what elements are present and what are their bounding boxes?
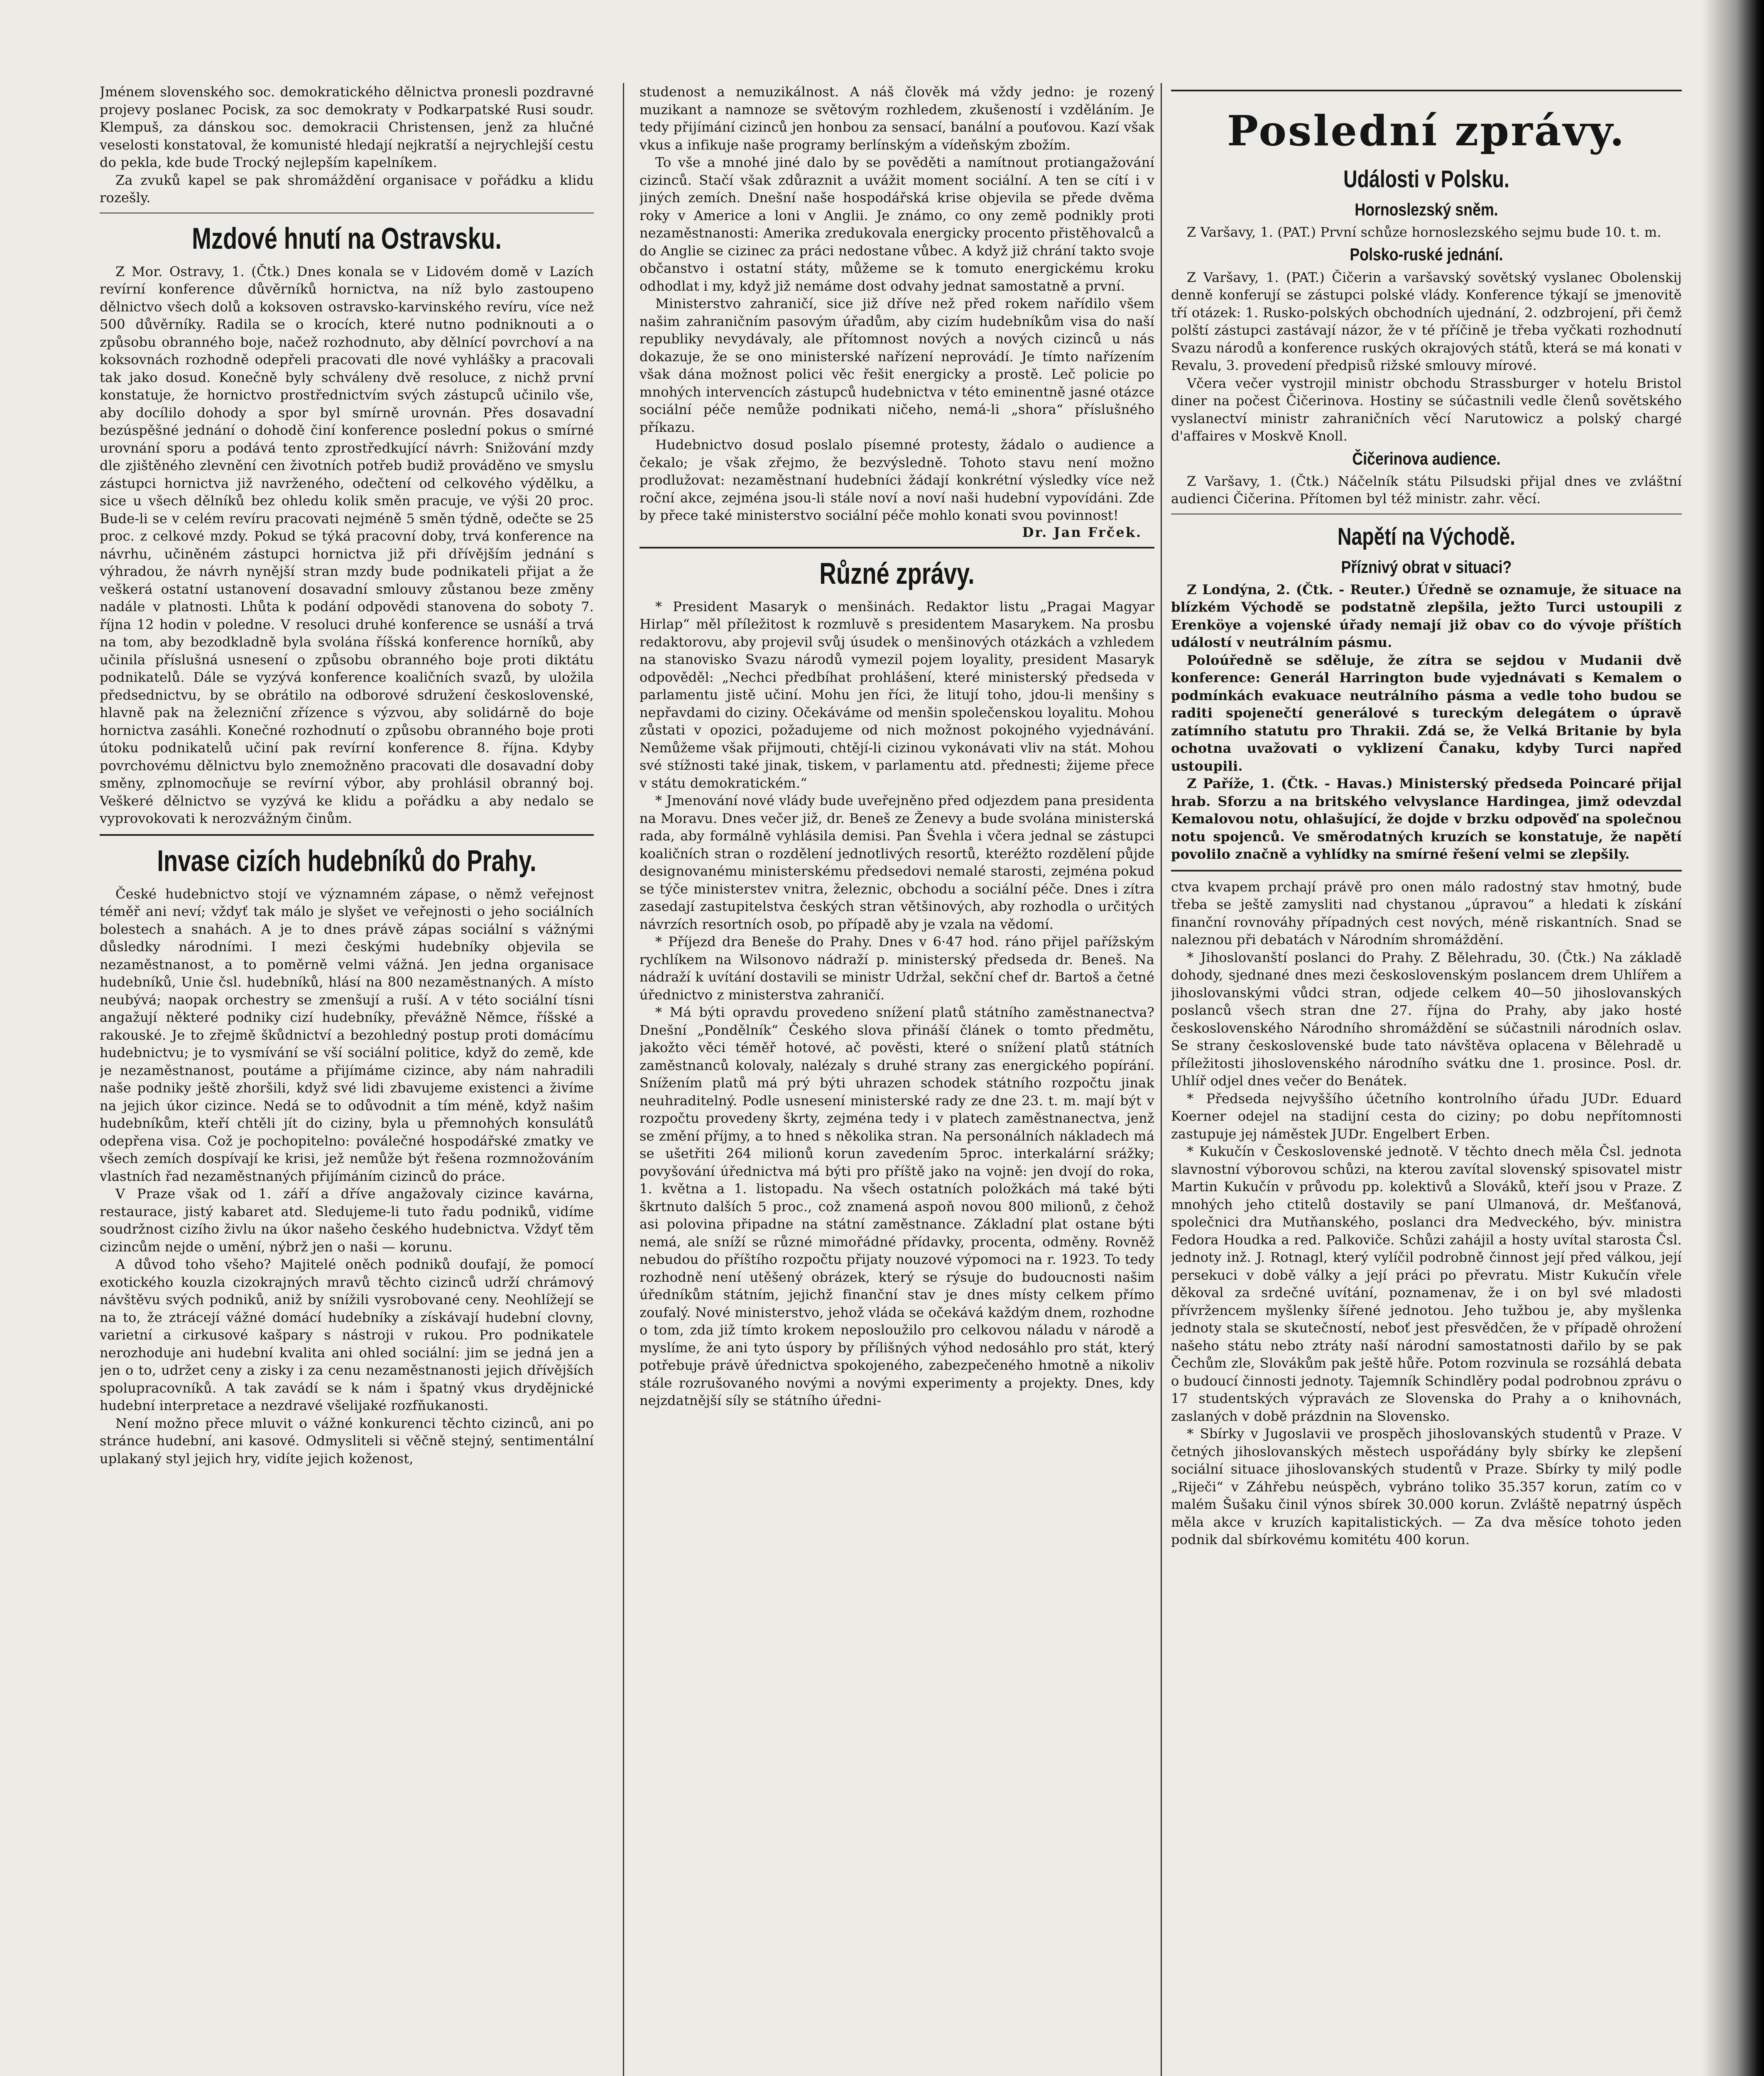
page-edge-shadow [1702, 0, 1764, 2076]
author-signature: Dr. Jan Frček. [1022, 524, 1142, 540]
news-sbirky: * Sbírky v Jugoslavii ve prospěch jihoslovanských studentů v Praze. V četných jihoslovanských městech uspořádány byly sbírky ke zlepšení sociální situace jihoslovanských studentů v Praze. Sbírky ty milý podle „Riječi“ v Záhřebu neúspěch, vybráno toliko 35.357 korun, zatím co v malém Šušaku činil výnos sbírek 30.000 korun. Zvláště nepatrný úspěch měla akce v kruzích kapitalistických. — Za dva měsíce tohoto jeden podnik dal sbírkovému komitétu 400 korun. [1171, 1426, 1682, 1548]
news-vlada: * Jmenování nové vlády bude uveřejněno před odjezdem pana presidenta na Moravu. Dnes večer již, dr. Beneš ze Ženevy a bude svolána ministerská rada, aby formálně vyhlásila demisi. Pan Švehla i včera jednal se zástupci koaličních stran o rozdělení jednotlivých resortů, kteréžto rozdělení půjde designovanému ministerskému předsedovi nemalé starosti, zejména pokud se týče ministerstev vnitra, železnic, obchodu a sociální péče. Dnes i zítra zasedají zastupitelstva českých stran většinových, aby rozhodla o určitých návrzích resortních osob, po případě aby je vzala na vědomí. [639, 793, 1154, 932]
news-masaryk: * President Masaryk o menšinách. Redaktor listu „Pragai Magyar Hirlap“ měl příležitost k rozmluvě s presidentem Masarykem. Na prosbu redaktorovu, aby projevil svůj úsudek o menšinových otázkách a vzhledem na stanovisko Svazu národů vymezil pojem loyality, president Masaryk odpověděl: „Nechci předbíhat prohlášení, které ministerský předseda v parlamentu jistě učiní. Mohu jen říci, že litují toho, jdou-li menšiny s nepřavdami do ciziny. Očekáváme od menšin společenskou loyalitu. Mohou zůstati v opozici, požadujeme od nich možnost pokojného vyjednávání. Nemůžeme však přijmouti, chtějí-li cizinou vykonávati vliv na stát. Mohou své stížnosti také jinak, tiskem, v parlamentu atd. přednesti; žijeme přece v státu demokratickém.“ [639, 598, 1154, 791]
subhead-cicerinova-audience: Čičerinova audience. [1352, 448, 1501, 468]
article-invase-p1: České hudebnictvo stojí ve významném zápase, o němž veřejnost téměř ani neví; vždyť tak málo je slyšet ve veřejnosti o jeho sociálních bolestech a snahách. A je to dnes právě zápas sociální s vážnými důsledky národními. I mezi českými hudebníky objevila se nezaměstnanost, a to poměrně velmi vážná. Jen jedna organisace hudebníků, Unie čsl. hudebníků, hlásí na 800 nezaměstnaných. A místo neubývá; naopak orchestry se zmenšují a ruší. A v této sociální tísni angažují některé podniky cizí hudebníky, převážně Němce, říšské a rakouské. Je to zřejmě škůdnictví a bezohledný postup proti domácímu hudebnictvu; je to vysmívání se vší sociální politice, když do země, kde je nezaměstnanost, poutáme a přijímáme cizince, aby nám nahradili naše podniky ještě zhoršili, když své lidi zbavujeme existenci a živíme na jejich úkor cizince. Nedá se to odůvodnit a tím méně, když našim hudebníkům, kteří chtěli jít do ciziny, byla u přemnohých konsulátů odepřena visa. Což je pochopitelno: poválečné hospodářské zmatky ve všech zemích dospívají ke krisi, jež nemůže být řešena rozmnožováním vlastních řad nezaměstnaných přijímáním cizinců do práce. [100, 886, 594, 1184]
news-pariz: Z Paříže, 1. (Čtk. - Havas.) Ministerský předseda Poincaré přijal hrab. Sforzu a na britského velvyslance Hardingea, jimž odevzdal Kemalovou notu, ohlašující, že dojde v brzku odpověď na společnou notu spojenců. Ve směrodatných kruzích se konstatuje, že napětí povolilo značně a vyhlídky na smírné řešení velmi se zlepšily. [1171, 776, 1682, 862]
headline-invase: Invase cizích hudebníků do Prahy. [157, 844, 537, 878]
news-rusko-1: Z Varšavy, 1. (PAT.) Čičerin a varšavský sovětský vyslanec Obolenskij denně konferují se zástupci polské vlády. Konference týkají se jmenovitě tří otázek: 1. Rusko-polských obchodních ujednání, 2. odzbrojení, při čemž polští zástupci zastávají názor, že v té příčině je třeba vyčkati rozhodnutí Svazu národů a konference ruských okrajových států, která se má konati v Revalu, 3. provedení předpisů rižské smlouvy mírové. [1171, 269, 1682, 374]
headline-udalosti-polsko: Události v Polsku. [1343, 166, 1509, 193]
column-rule-1 [623, 83, 624, 2076]
article-invase-p4: Není možno přece mluvit o vážné konkurenci těchto cizinců, ani po stránce hudební, ani kasové. Odmysliteli si věčně stejný, sentimentální uplakaný styl jejich hry, vidíte jejich koženost, [100, 1415, 594, 1466]
column-left [100, 83, 594, 2076]
subhead-hornoslezsky-snem: Hornoslezský sněm. [1355, 199, 1498, 219]
article-mzdove-body: Z Mor. Ostravy, 1. (Čtk.) Dnes konala se v Lidovém domě v Lazích revírní konference důvěrníků hornictva, na níž bylo zastoupeno dělnictvo všech dolů a koksoven ostravsko-karvinského revíru, více než 500 důvěrníky. Radila se o krocích, které nutno podniknouti a o způsobu obranného boje, načež rozhodnuto, aby dělnící povrchoví a na koksovnách rozhodně odepřeli pracovati dle nové vyhlášky a pracovali tak jako dosud. Konečně byly schváleny dvě resoluce, z nichž první konstatuje, že hornictvo prostřednictvím svých zástupců učinilo vše, aby docílilo dohody a spor byl smírně urovnán. Přes dosavadní bezúspěšné jednání o dohodě činí konference poslední pokus o smírné urovnání sporu a podává tento zprostředkující návrh: Snižování mzdy dle zjištěného zlevnění cen životních potřeb budiž prováděno ve smyslu zástupci hornictva již navrženého, odečtení od celkového výdělku, a sice u všech dělníků bez ohledu kolik směn pracuje, ve výši 20 proc. Bude-li se v celém revíru pracovati nejméně 5 směn týdně, odečte se 25 proc. z celkové mzdy. Pokud se týká pracovní doby, trvá konference na návrhu, učiněném zástupci hornictva již při dřívějším jednání s výhradou, že návrh nynější stran mzdy bude podnikateli přijat a že veškerá ostatní ustanovení dosavadní smlouvy zůstanou beze změny nadále v platnosti. Lhůta k podání odpovědi stanovena do soboty 7. října 12 hodin v poledne. V resoluci druhé konference se usnáší a trvá na tom, aby bezodkladně byla svolána říšská konference horníků, aby učinila příslušná usnesení o způsobu obranného boje proti diktátu podnikatelů. Dále se vyzývá konference koaličních svazů, by uložila předsednictvu, by se obrátilo na odborové sdružení československé, hlavně pak na železniční zřízence s výzvou, aby solidárně do boje hornictva zasáhli. Konečné rozhodnutí o způsobu obranného boje proti útoku podnikatelů učiní pak revírní konference 8. října. Kdyby povrchovému dělnictvu bylo znemožněno pracovati dle dosavadní doby směny, zplnomocňuje se revírní výbor, aby prohlásil obranný boj. Veškeré dělnictvo se vyzývá ke klidu a pořádku a aby nedalo se vyprovokovati k nerozvážným činům. [100, 263, 594, 827]
subhead-polsko-ruske: Polsko-ruské jednání. [1350, 245, 1503, 264]
headline-mzdove-hnuti: Mzdové hnutí na Ostravsku. [192, 222, 502, 255]
news-kukucin: * Kukučín v Československé jednotě. V těchto dnech měla Čsl. jednota slavnostní výborovou schůzi, na kterou zavítal slovenský spisovatel mistr Martin Kukučín v průvodu pp. kolektivů a Slováků, kteří jsou v Praze. Z mnohých jeho ctitelů dostavily se paní Ulmanová, dr. Mešťanová, společnici dra Mutňanského, poslanci dra Medveckého, býv. ministra Fedora Houdka a red. Palkoviče. Schůzi zahájil a hosty uvítal starosta Čsl. jednoty inž. J. Rotnagl, který vylíčil podrobně činnost její před válkou, její persekuci v době války a její práci po převratu. Mistr Kukučín vřele děkoval za srdečné uvítání, poznamenav, že i on byl své mladosti přívržencem myšlenky šířené jednotou. Jeho tužbou je, aby myšlenka jednoty stala se skutečností, neboť jest přesvědčen, že v případě ohrožení našeho státu nebo ztráty naší národní samostatnosti dařilo by se pak Čechům zle, Slovákům pak ještě hůře. Potom rozvinula se rozsáhlá debata o budoucí činnosti jednoty. Tajemník Schindlěry podal podrobnou zprávu o 17 studentských výpravách ze Slovenska do Prahy a o knihovnách, zaslaných v době prázdnin na Slovensko. [1171, 1143, 1682, 1424]
article-invase-p2: V Praze však od 1. září a dříve angažovaly cizince kavárna, restaurace, jistý kabaret atd. Sledujeme-li tuto řadu podniků, vidíme soudržnost cizího živlu na úkor našeho českého hudebnictva. Vždyť těm cizincům nejde o umění, nýbrž jen o naši — korunu. [100, 1186, 594, 1255]
news-londyn: Z Londýna, 2. (Čtk. - Reuter.) Úředně se oznamuje, že situace na blízkém Východě se podstatně zlepšila, ježto Turci ustoupili z Erenköye a vojenské úřady nemají již obav co do vývoje příštích událostí v neutrálním pásmu. [1171, 581, 1682, 651]
news-snem: Z Varšavy, 1. (PAT.) První schůze hornoslezského sejmu bude 10. t. m. [1187, 224, 1661, 240]
continued-paragraph-3: Ministerstvo zahraničí, sice již dříve než před rokem nařídilo všem našim zahraničním pasovým úřadům, aby cizím hudebníkům visa do naší republiky nevydávaly, ale přítomnost nových a nových cizinců u nás dokazuje, že se ono ministerské nařízení neprovádí. Je tímto nařízením však dána možnost polici věc řešit energicky a prostě. Leč policie po mnohých intervencích zástupců hudebnictva v této eminentně jasné otázce sociální péče nemůže podnikati ničeho, nemá-li „shora“ příslušného příkazu. [639, 296, 1154, 435]
continued-paragraph-2: To vše a mnohé jiné dalo by se pověděti a namítnout protiangažování cizinců. Stačí však zdůraznit a uvážit moment sociální. A ten se cítí i v jiných zemích. Dnešní naše hospodářská krise objevila se přede dvěma roky v Americe a loni v Anglii. Je známo, co ony země podnikly proti nezaměstnanosti: Amerika zredukovala energicky procento přistěhovalců a do Anglie se cizinec za práci nedostane vůbec. A když již chrání takto svoje občanstvo i ostatní státy, můžeme se k tomuto energickému kroku odhodlat i my, když již nemáme dost odvahy jednat samostatně a první. [639, 154, 1154, 294]
divider [100, 834, 594, 836]
column-rule-2 [1161, 83, 1162, 2076]
headline-ruzne-zpravy: Různé zprávy. [819, 557, 975, 590]
continued-paragraph-1: studenost a nemuzikálnost. A náš člověk má vždy jedno: je rozený muzikant a namnoze se světovým rozhledem, zkušeností i vzděláním. Je tedy přijímání cizinců jen honbou za sensací, banální a pouťovou. Kazí však vkus a infikuje naše programy berlínským a vídeňským zbožím. [639, 84, 1154, 153]
closing-paragraph: Za zvuků kapel se pak shromáždění organisace v pořádku a klidu rozešly. [100, 172, 594, 206]
news-predseda-uradu: * Předseda nejvyššího účetního kontrolního úřadu JUDr. Eduard Koerner odejel na stadijní cesta do ciziny; po dobu nepřítomnosti zastupuje jej náměstek JUDr. Engelbert Erben. [1171, 1090, 1682, 1142]
continued-paragraph-urednictvo: ctva kvapem prchají právě pro onen málo radostný stav hmotný, bude třeba se ještě zamysliti nad chystanou „úpravou“ a hledati k získání finanční rovnováhy případných cest nových, méně riskantních. Snad se naleznou při debatách v Národním shromáždění. [1171, 879, 1682, 948]
news-mudania: Poloúředně se sděluje, že zítra se sejdou v Mudanii dvě konference: Generál Harrington bude vyjednávati s Kemalem o podmínkách evakuace neutrálního pásma a vedle toho budou se raditi spojenečtí generálové s tureckým delegátem o úpravě zatímního statutu pro Thrakii. Zdá se, že Velká Britanie by byla ochotna uvažovati o vyklizení Čanaku, kdyby Turci napřed ustoupili. [1171, 652, 1682, 774]
headline-posledni-zpravy: Poslední zprávy. [1227, 106, 1626, 155]
intro-paragraph: Jménem slovenského soc. demokratického dělnictva pronesli pozdravné projevy poslanec Pocisk, za soc demokraty v Podkarpatské Rusi soudr. Klempuš, za dánskou soc. demokracii Christensen, jenž za hlučné veselosti konstatoval, že komunisté hledají nejkratší a nejrychlejší cestu do pekla, kde bude Trocký nejlepším kapelníkem. [100, 84, 594, 170]
news-rusko-2: Včera večer vystrojil ministr obchodu Strassburger v hotelu Bristol diner na počest Čičerinova. Hostiny se súčastnili vedle členů sovětského vyslanectví ministr zahraničních věcí Narutowicz a polský chargé d'affaires v Moskvě Knoll. [1171, 375, 1682, 444]
divider [1171, 90, 1682, 91]
article-invase-p3: A důvod toho všeho? Majitelé oněch podniků doufají, že pomocí exotického kouzla cizokrajných mravů těchto cizinců udrží chrámový návštěvu svých podniků, aniž by snížili vysrobované ceny. Neohlížejí se na to, že ztrácejí vážné domácí hudebníky a získávají hudební clovny, varietní a cirkusové kašpary s nástroji v rukou. Pro podnikatele nerozhoduje ani hudební kvalita ani ohled sociální: jim se jedná jen a jen o to, udržet ceny a zisky i za cenu nezaměstnanosti jejich dřívějších spolupracovníků. A tak zavádí se k nám i špatný vkus drydějnické hudební interpretace a nezdravé všelijaké rozfňukanosti. [100, 1256, 594, 1414]
headline-napeti-vychod: Napětí na Východě. [1337, 523, 1516, 550]
news-audience: Z Varšavy, 1. (Čtk.) Náčelník státu Pilsudski přijal dnes ve zvláštní audienci Čičerina. Přítomen byl též ministr. zahr. věcí. [1171, 473, 1682, 507]
divider [1171, 870, 1682, 872]
column-right [1171, 83, 1682, 2076]
divider [639, 547, 1154, 548]
continued-paragraph-4: Hudebnictvo dosud poslalo písemné protesty, žádalo o audience a čekalo; je však zřejmo, že bezvýsledně. Tohoto stavu není možno prodlužovat: nezaměstnaní hudebníci žádají konkrétní výsledky více než roční akce, zejména jsou-li stále noví a noví naši hudební vypovídáni. Zde by přece také ministerstvo sociální péče mohlo konati svou povinnost! [639, 437, 1154, 523]
subhead-priznivy-obrat: Příznivý obrat v situaci? [1341, 557, 1512, 577]
news-jihoslovansti-poslanci: * Jihoslovanští poslanci do Prahy. Z Bělehradu, 30. (Čtk.) Na základě dohody, sjednané dnes mezi československým poslancem drem Uhlířem a jihoslovanskými vůdci stran, odjede celkem 40—50 jihoslovanských poslanců všech stran dne 27. října do Prahy, aby jako hosté československého Národního shromáždění se súčastnili národních oslav. Se strany československé bude tato návštěva oplacena v Bělehradě u příležitosti jihoslovenského národního svátku dne 1. prosince. Posl. dr. Uhlíř odjel dnes večer do Benátek. [1171, 949, 1682, 1089]
column-middle [639, 83, 1154, 2076]
news-benes: * Příjezd dra Beneše do Prahy. Dnes v 6·47 hod. ráno přijel pařížským rychlíkem na Wilsonovo nádraží p. ministerský předseda dr. Beneš. Na nádraží k uvítání dostavili se ministr Udržal, sekční chef dr. Bartoš a četné úřednictvo z ministerstva zahraničí. [639, 934, 1154, 1003]
news-platy: * Má býti opravdu provedeno snížení platů státního zaměstnanectva? Dnešní „Pondělník“ Českého slova přináší článek o tomto předmětu, jakožto věci téměř hotové, ač pověsti, které o snížení platů státních zaměstnanců kolovaly, nalézaly s druhé strany zas energického popírání. Snížením platů má prý býti uhrazen schodek státního rozpočtu jinak neuhraditelný. Podle usnesení ministerské rady ze dne 23. t. m. mají být v rozpočtu provedeny škrty, zejména tedy i v platech zaměstnanectva, jenž se změní příjmy, a to hned s několika stran. Na personálních nákladech má se ušetřiti 264 milionů korun zavedením 5proc. interkalární srážky; povyšování úřednictva má býti pro příště jako na vojně: jen dvojí do roka, 1. května a 1. listopadu. Na všech ostatních položkách má také býti škrtnuto dalších 5 proc., což znamená aspoň novou 800 milionů, z čehož asi polovina připadne na státní zaměstnance. Základní plat ostane býti nemá, ale sníží se různé mimořádné přídavky, procenta, odměny. Rovněž nebudou do příštího rozpočtu přijaty nouzové výpomoci na r. 1923. To tedy rozhodně není utěšený obrázek, který se rýsuje do budoucnosti našim úředníkům státním, jejichž finanční stav je dnes místy celkem přímo zoufalý. Nové ministerstvo, jehož vláda se očekává každým dnem, rozhodne o tom, zda již tímto krokem neposloužilo pro celkovou náladu v národě a myslíme, že ani tyto úspory by přílišných výhod nedosáhlo pro stát, který potřebuje právě úřednictva spokojeného, zabezpečeného hmotně a nikoliv stále rozrušovaného novými a novými experimenty a projekty. Dnes, kdy nejzdatnější síly se státního úředni- [639, 1004, 1154, 1409]
